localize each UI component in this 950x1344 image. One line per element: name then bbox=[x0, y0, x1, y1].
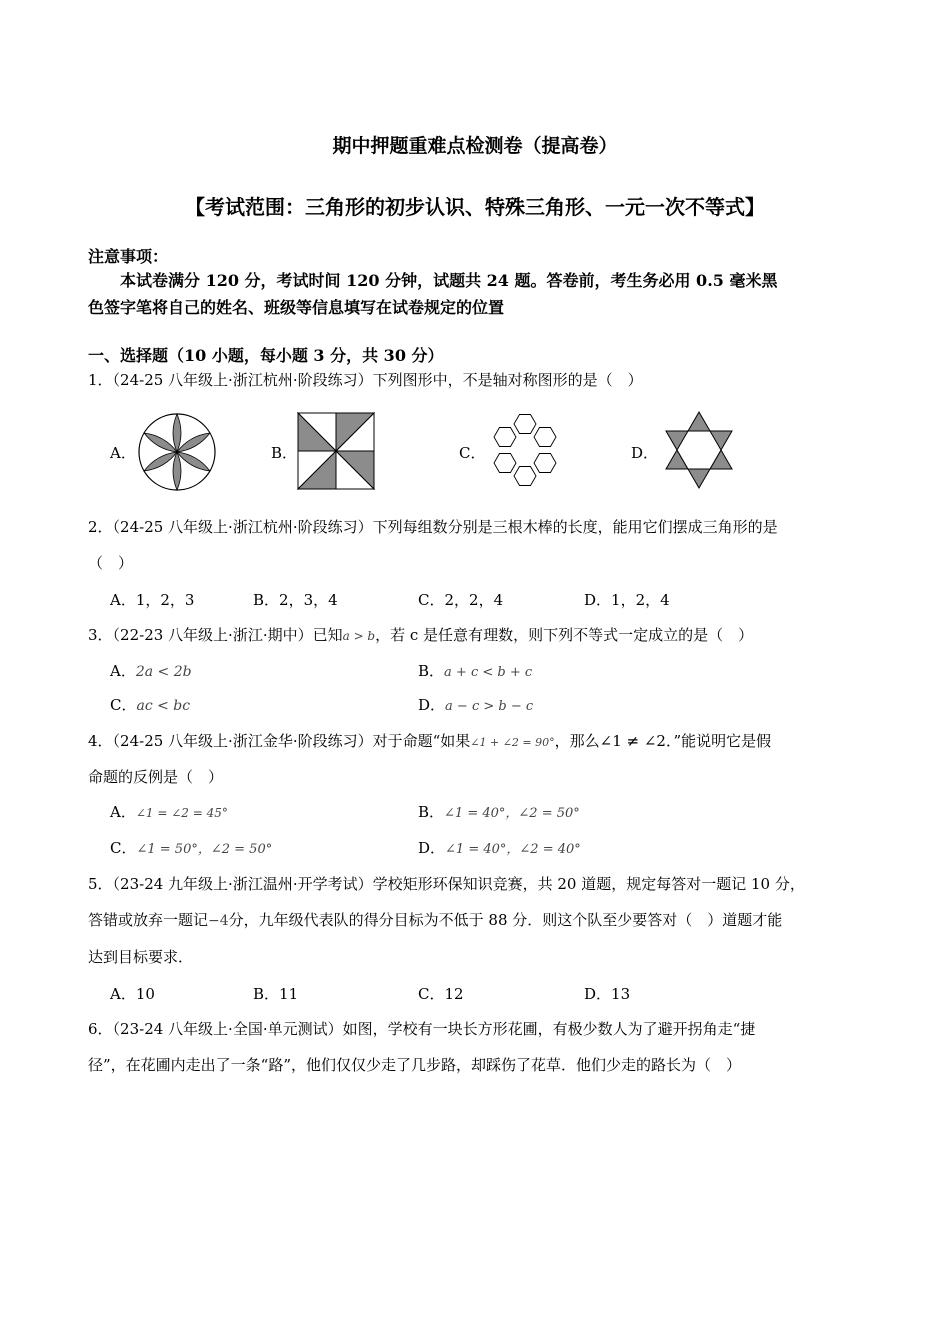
q4-option-b-expr: ∠1 = 40°，∠2 = 50° bbox=[444, 806, 580, 821]
q5-line2-post: 分，九年级代表队的得分目标为不低于 88 分．则这个队至少要答对（ ）道题才能 bbox=[228, 911, 783, 929]
figure-a-flower-circle bbox=[136, 411, 218, 493]
figure-d-star-of-david bbox=[659, 410, 739, 490]
q2-option-a: A．1，2，3 bbox=[110, 591, 195, 609]
q1-option-d-label: D． bbox=[631, 444, 659, 462]
q5-option-c: C．12 bbox=[418, 985, 464, 1003]
page-title: 期中押题重难点检测卷（提高卷） bbox=[332, 135, 618, 157]
q3-option-a: A．2a < 2b bbox=[110, 662, 192, 680]
q3-option-d-expr: a − c > b − c bbox=[445, 699, 534, 714]
q2-option-d: D．1，2，4 bbox=[584, 591, 670, 609]
q3-stem-pre: 3．（22-23 八年级上·浙江·期中）已知 bbox=[88, 626, 343, 644]
q3-option-d: D．a − c > b − c bbox=[418, 696, 534, 714]
question-2-stem: 2．（24-25 八年级上·浙江杭州·阶段练习）下列每组数分别是三根木棒的长度，能用它们摆成三角形的是 bbox=[88, 518, 778, 536]
q5-line2-pre: 答错或放弃一题记 bbox=[88, 911, 209, 929]
q3-option-b-expr: a + c < b + c bbox=[444, 665, 533, 680]
q3-condition: a > b bbox=[342, 629, 376, 643]
q4-option-a: A．∠1 = ∠2 = 45° bbox=[110, 803, 228, 821]
question-6-stem-line-2: 径”，在花圃内走出了一条“路”，他们仅仅少走了几步路，却踩伤了花草．他们少走的路长为（ ） bbox=[88, 1056, 742, 1074]
q2-option-c: C．2，2，4 bbox=[418, 591, 504, 609]
q5-option-d: D．13 bbox=[584, 985, 631, 1003]
q4-option-b: B．∠1 = 40°，∠2 = 50° bbox=[418, 803, 580, 821]
q1-option-a-label: A． bbox=[110, 444, 136, 462]
q4-stem-mid: ，那么∠1 ≠ ∠2．”能说明它是假 bbox=[554, 732, 772, 750]
question-5-stem: 5．（23-24 九年级上·浙江温州·开学考试）学校矩形环保知识竞赛，共 20 道题，规定每答对一题记 10 分， bbox=[88, 875, 805, 893]
q4-option-a-expr: ∠1 = ∠2 = 45° bbox=[135, 806, 228, 820]
question-2-stem-cont: （ ） bbox=[88, 554, 134, 572]
q4-stem-pre: 4．（24-25 八年级上·浙江金华·阶段练习）对于命题“如果 bbox=[88, 732, 471, 750]
q1-option-b-label: B． bbox=[271, 444, 298, 462]
q2-option-b: B．2，3，4 bbox=[253, 591, 338, 609]
q5-option-a: A．10 bbox=[110, 985, 155, 1003]
exam-scope: 【考试范围：三角形的初步认识、特殊三角形、一元一次不等式】 bbox=[185, 195, 765, 219]
q4-option-c-expr: ∠1 = 50°，∠2 = 50° bbox=[136, 842, 273, 857]
q1-option-c-label: C． bbox=[459, 444, 486, 462]
q5-option-b: B．11 bbox=[253, 985, 299, 1003]
question-3-stem bbox=[88, 624, 753, 645]
q3-option-a-expr: 2a < 2b bbox=[135, 664, 192, 680]
q3-stem-post: ，若 c 是任意有理数，则下列不等式一定成立的是（ ） bbox=[375, 626, 754, 644]
q5-negative-score: −4 bbox=[208, 913, 229, 929]
question-4-stem-cont: 命题的反例是（ ） bbox=[88, 768, 224, 786]
notes-line-2: 色签字笔将自己的姓名、班级等信息填写在试卷规定的位置 bbox=[88, 298, 505, 317]
section-heading: 一、选择题（10 小题，每小题 3 分，共 30 分） bbox=[88, 346, 444, 365]
q4-option-d: D．∠1 = 40°，∠2 = 40° bbox=[418, 839, 581, 857]
q3-option-c-expr: ac < bc bbox=[136, 698, 191, 714]
q4-option-d-expr: ∠1 = 40°，∠2 = 40° bbox=[445, 842, 581, 857]
q4-condition: ∠1 + ∠2 = 90° bbox=[470, 736, 555, 749]
question-1-stem: 1．（24-25 八年级上·浙江杭州·阶段练习）下列图形中，不是轴对称图形的是（ ） bbox=[88, 371, 643, 389]
figure-b-pinwheel bbox=[297, 412, 375, 490]
notes-heading: 注意事项： bbox=[88, 247, 169, 266]
question-5-stem-line-3: 达到目标要求． bbox=[88, 948, 194, 966]
question-5-stem-line-2 bbox=[88, 909, 782, 930]
q4-option-c: C．∠1 = 50°，∠2 = 50° bbox=[110, 839, 273, 857]
q3-option-c: C．ac < bc bbox=[110, 696, 191, 714]
question-4-stem bbox=[88, 730, 771, 751]
question-6-stem: 6．（23-24 八年级上·全国·单元测试）如图，学校有一块长方形花圃，有极少数人为了避开拐角走“捷 bbox=[88, 1020, 756, 1038]
q3-option-b: B．a + c < b + c bbox=[418, 662, 533, 680]
notes-line-1: 本试卷满分 120 分，考试时间 120 分钟，试题共 24 题。答卷前，考生务必用 0.5 毫米黑 bbox=[120, 271, 778, 290]
figure-c-hexagon-ring bbox=[485, 413, 565, 489]
